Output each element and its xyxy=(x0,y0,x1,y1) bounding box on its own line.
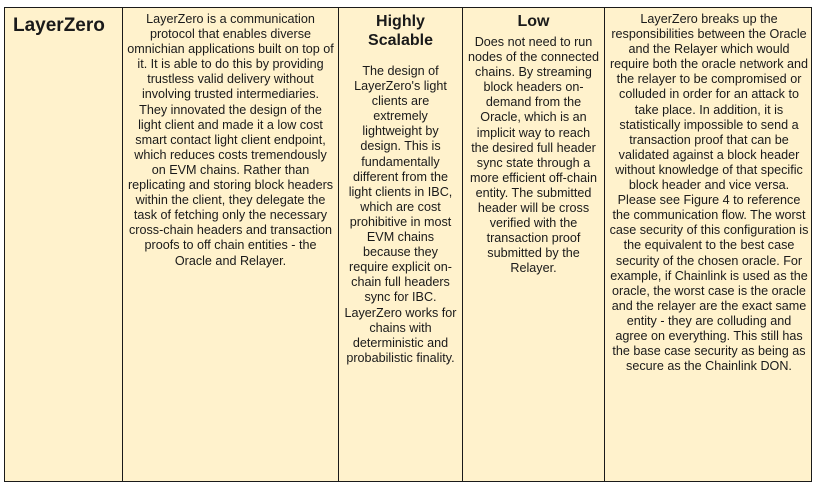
comparison-table-row xyxy=(4,7,812,482)
security-text: LayerZero breaks up the responsibilities between the Oracle and the Relayer which would require both the oracle network and the relayer to be compromised or colluded in order for an attack to take place. In addition, it is statistically impossible to send a transaction proof that can be validated against a block header without knowledge of that specific block header and vice versa. Please see Figure 4 to reference the communication flow. The worst case security of this configuration is the equivalent to the best case security of the chosen oracle. For example, if Chainlink is used as the oracle, the worst case is the oracle and the relayer are the exact same entity - they are colluding and agree on everything. This still has the base case security as being as secure as the Chainlink DON. xyxy=(609,12,809,374)
cost-text: Does not need to run nodes of the connected chains. By streaming block headers on-demand from the Oracle, which is an implicit way to reach the desired full header sync state through a more efficient off-chain entity. The submitted header will be cross verified with the transaction proof submitted by the Relayer. xyxy=(468,35,599,276)
scalability-cell xyxy=(339,8,463,481)
scalability-rating: Highly Scalable xyxy=(368,13,433,49)
scalability-text: The design of LayerZero's light clients are extremely lightweight by design. This is fundamentally different from the light clients in IBC, which are cost prohibitive in most EVM chains because they require explicit on-chain full headers sync for IBC. LayerZero works for chains with deterministic and probabilistic finality. xyxy=(344,64,457,365)
description-cell xyxy=(123,8,339,481)
cost-cell xyxy=(463,8,605,481)
security-cell xyxy=(605,8,813,481)
protocol-name: LayerZero xyxy=(13,15,105,36)
cost-rating: Low xyxy=(517,13,550,30)
protocol-description: LayerZero is a communication protocol that enables diverse omnichian applications built on top of it. It is able to do this by providing trustless valid delivery without involving trusted intermediaries. They innovated the design of the light client and made it a low cost smart contact light client endpoint, which reduces costs tremendously on EVM chains. Rather than replicating and storing block headers within the client, they delegate the task of fetching only the necessary cross-chain headers and transaction proofs to off chain entities - the Oracle and Relayer. xyxy=(127,12,334,268)
protocol-name-cell xyxy=(5,8,123,481)
